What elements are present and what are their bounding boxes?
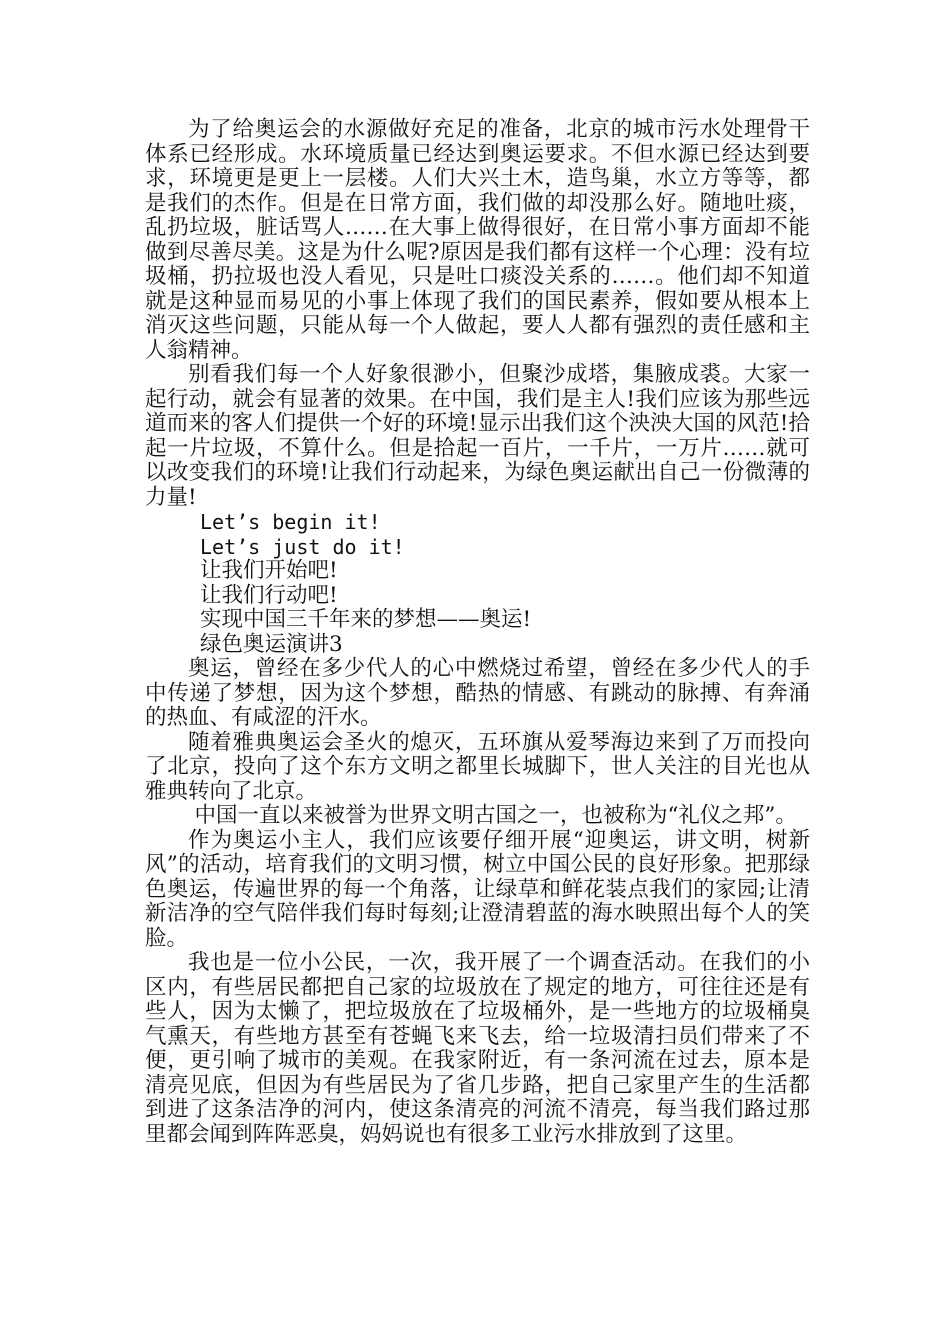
paragraph-3: 奥运，曾经在多少代人的心中燃烧过希望，曾经在多少代人的手中传递了梦想，因为这个梦想，酷热的情感、有跳动的脉搏、有奔涌的热血、有咸涩的汗水。: [145, 656, 810, 730]
paragraph-1: 为了给奥运会的水源做好充足的准备，北京的城市污水处理骨干体系已经形成。水环境质量已经达到奥运要求。不但水源已经达到要求，环境更是更上一层楼。人们大兴土木，造鸟巢，水立方等等，都是我们的杰作。但是在日常方面，我们做的却没那么好。随地吐痰，乱扔垃圾，脏话骂人……在大事上做得很好，在日常小事方面却不能做到尽善尽美。这是为什么呢?原因是我们都有这样一个心理：没有垃圾桶，扔拉圾也没人看见，只是吐口痰没关系的……。他们却不知道就是这种显而易见的小事上体现了我们的国民素养，假如要从根本上消灭这些问题，只能从每一个人做起，要人人都有强烈的责任感和主人翁精神。: [145, 117, 810, 363]
slogan-lets-do: Let’s just do it!: [200, 534, 405, 559]
paragraph-5: 中国一直以来被誉为世界文明古国之一，也被称为“礼仪之邦”。: [194, 803, 797, 828]
paragraph-6: 作为奥运小主人，我们应该要仔细开展“迎奥运，讲文明，树新风”的活动，培育我们的文明习惯，树立中国公民的良好形象。把那绿色奥运，传遍世界的每一个角落，让绿草和鲜花装点我们的家园;让清新洁净的空气陪伴我们每时每刻;让澄清碧蓝的海水映照出每个人的笑脸。: [145, 827, 810, 951]
slogan-dream: 实现中国三千年来的梦想——奥运!: [200, 607, 532, 632]
document-page: [145, 118, 810, 1147]
slogan-start: 让我们开始吧!: [200, 558, 338, 583]
slogan-lets-begin: Let’s begin it!: [200, 510, 381, 534]
paragraph-4: 随着雅典奥运会圣火的熄灭，五环旗从爱琴海边来到了万而投向了北京，投向了这个东方文明之都里长城脚下，世人关注的目光也从雅典转向了北京。: [145, 729, 810, 804]
paragraph-7: 我也是一位小公民，一次，我开展了一个调查活动。在我们的小区内，有些居民都把自己家的垃圾放在了规定的地方，可往往还是有些人，因为太懒了，把垃圾放在了垃圾桶外，是一些地方的垃圾桶臭气熏天，有些地方甚至有苍蝇飞来飞去，给一垃圾清扫员们带来了不便，更引响了城市的美观。在我家附近，有一条河流在过去，原本是清亮见底，但因为有些居民为了省几步路，把自己家里产生的生活都到进了这条洁净的河内，使这条清亮的河流不清亮，每当我们路过那里都会闻到阵阵恶臭，妈妈说也有很多工业污水排放到了这里。: [145, 950, 810, 1147]
paragraph-2: 别看我们每一个人好象很渺小，但聚沙成塔，集腋成裘。大家一起行动，就会有显著的效果。在中国，我们是主人!我们应该为那些远道而来的客人们提供一个好的环境!显示出我们这个泱泱大国的风范!拾起一片垃圾，不算什么。但是拾起一百片，一千片，一万片……就可以改变我们的环境!让我们行动起来，为绿色奥运献出自己一份微薄的力量!: [145, 362, 810, 510]
section-heading: 绿色奥运演讲3: [200, 631, 343, 657]
slogan-act: 让我们行动吧!: [200, 582, 338, 608]
